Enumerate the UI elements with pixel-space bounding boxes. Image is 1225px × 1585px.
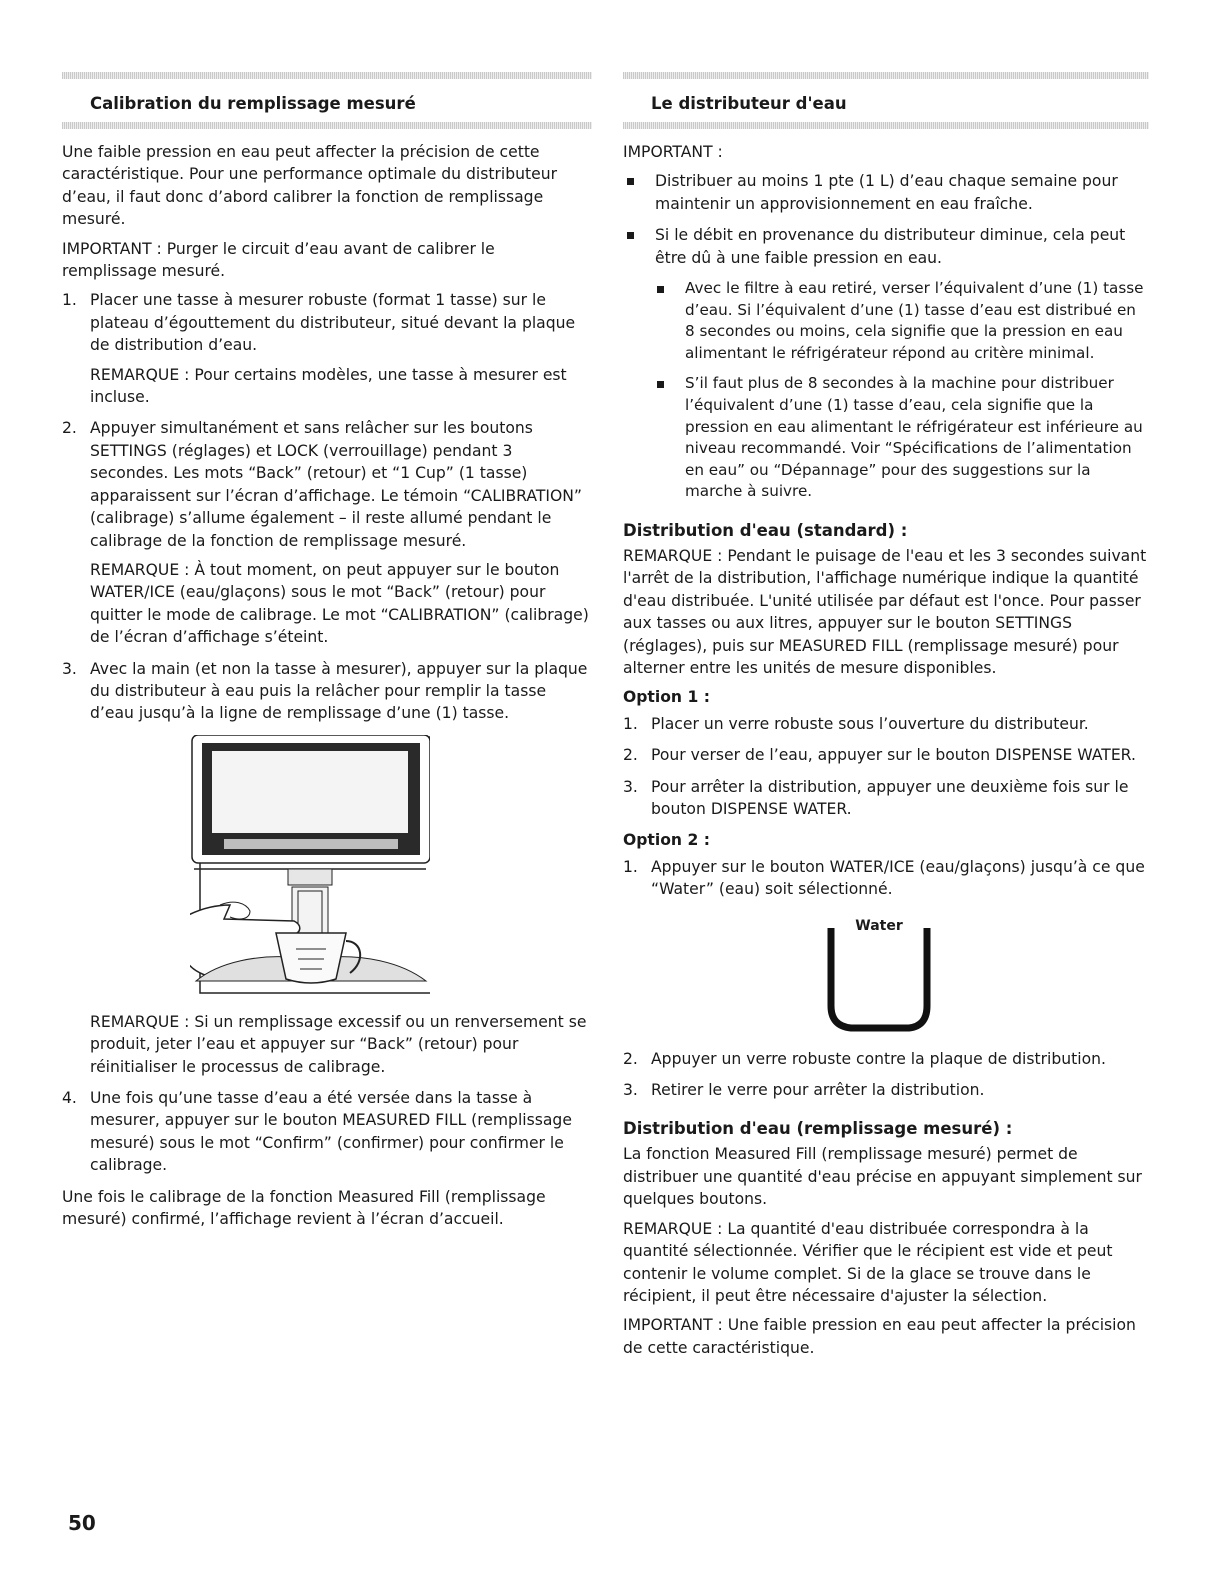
step-item [623,1048,1149,1070]
step-text: Appuyer un verre robuste contre la plaque de distribution. [651,1049,1106,1068]
left-column [62,72,592,1237]
step-note: REMARQUE : Pour certains modèles, une tasse à mesurer est incluse. [90,365,567,407]
step-number: 3. [623,777,638,796]
dispenser-drawing [190,735,430,997]
page-number: 50 [68,1511,96,1535]
step-text: Pour arrêter la distribution, appuyer une deuxième fois sur le bouton DISPENSE WATER. [651,777,1129,819]
step-number: 4. [62,1088,77,1107]
step-text: Une fois qu’une tasse d’eau a été versée dans la tasse à mesurer, appuyer sur le bouton MEASURED FILL (remplissage mesuré) sous le mot “Confirm” (confirmer) pour confirmer le calibrage. [90,1088,572,1175]
section-rule [62,122,592,129]
step-number: 3. [62,659,77,678]
step-item [62,289,592,408]
step-text: Retirer le verre pour arrêter la distribution. [651,1081,985,1100]
bullet-square-icon [657,381,664,388]
step-note: REMARQUE : Si un remplissage excessif ou un renversement se produit, jeter l’eau et appuyer sur “Back” (retour) pour réinitialiser le processus de calibrage. [90,1012,587,1076]
step-text: Placer un verre robuste sous l’ouverture du distributeur. [651,714,1089,733]
section-title: Le distributeur d'eau [651,94,847,113]
bullet-text: Si le débit en provenance du distributeur diminue, cela peut être dû à une faible pression en eau. [655,226,1126,267]
step-number: 1. [623,714,638,733]
bullet-item [623,170,1149,215]
important-paragraph: IMPORTANT : Purger le circuit d’eau avant de calibrer le remplissage mesuré. [62,239,495,281]
step-text: Appuyer sur le bouton WATER/ICE (eau/glaçons) jusqu’à ce que “Water” (eau) soit sélectionné. [651,857,1145,899]
note-paragraph: REMARQUE : Pendant le puisage de l'eau et les 3 secondes suivant l'arrêt de la distribution, l'affichage numérique indique la quantité d'eau distribuée. L'unité utilisée par défaut est l'once. Pour passer aux tasses ou aux litres, appuyer sur le bouton SETTINGS (réglages), puis sur MEASURED FILL (remplissage mesuré) pour alterner entre les unités de mesure disponibles. [623,546,1147,677]
step-number: 2. [623,746,638,765]
water-label: Water [855,917,903,934]
bullet-text: Distribuer au moins 1 pte (1 L) d’eau chaque semaine pour maintenir un approvisionnement en eau fraîche. [655,172,1118,213]
dispenser-illustration [90,735,592,997]
water-cup-illustration [623,910,1149,1040]
step-item [623,856,1149,901]
section-title: Calibration du remplissage mesuré [90,94,416,113]
intro-paragraph: La fonction Measured Fill (remplissage mesuré) permet de distribuer une quantité d'eau précise en appuyant simplement sur quelques boutons. [623,1145,1142,1209]
sub-bullet-item [623,373,1149,503]
option-title: Option 1 : [623,688,710,707]
step-item [62,658,592,1078]
section-rule [62,72,592,79]
sub-bullet-text: Avec le filtre à eau retiré, verser l’équivalent d’une (1) tasse d’eau. Si l’équivalent d’une (1) tasse d’eau est distribué en 8 secondes ou moins, cela signifie que la pression en eau alimentant le réfrigérateur répond au critère minimal. [685,279,1144,362]
step-note: REMARQUE : À tout moment, on peut appuyer sur le bouton WATER/ICE (eau/glaçons) sous le mot “Back” (retour) pour quitter le mode de calibrage. Le mot “CALIBRATION” (calibrage) de l’écran d’affichage s’éteint. [90,560,589,647]
bullet-square-icon [657,286,664,293]
sub-bullet-text: S’il faut plus de 8 secondes à la machine pour distribuer l’équivalent d’une (1) tasse d’eau, cela signifie que la pression en eau alimentant le réfrigérateur est inférieure au niveau recommandé. Voir “Spécifications de l’alimentation en eau” ou “Dépannage” pour des suggestions sur la marche à suivre. [685,374,1143,501]
step-text: Appuyer simultanément et sans relâcher sur les boutons SETTINGS (réglages) et LOCK (verrouillage) pendant 3 secondes. Les mots “Back” (retour) et “1 Cup” (1 tasse) apparaissent sur l’écran d’affichage. Le témoin “CALIBRATION” (calibrage) s’allume également – il reste allumé pendant le calibrage de la fonction de remplissage mesuré. [90,419,582,550]
right-column [623,72,1149,1366]
important-paragraph: IMPORTANT : Une faible pression en eau peut affecter la précision de cette caractéristique. [623,1316,1136,1357]
step-number: 2. [62,419,77,438]
option-title: Option 2 : [623,831,710,850]
step-number: 1. [62,291,77,310]
step-item [623,713,1149,735]
step-item [62,417,592,648]
note-paragraph: REMARQUE : La quantité d'eau distribuée correspondra à la quantité sélectionnée. Vérifier que le récipient est vide et peut contenir le volume complet. Si de la glace se trouve dans le récipient, il peut être nécessaire d'ajuster la sélection. [623,1219,1113,1305]
step-number: 1. [623,857,638,876]
step-item [62,1087,592,1177]
step-item [623,744,1149,766]
bullet-item [623,224,1149,269]
subsection-title: Distribution d'eau (remplissage mesuré) : [623,1119,1013,1139]
water-cup-icon [809,910,949,1040]
step-text: Placer une tasse à mesurer robuste (format 1 tasse) sur le plateau d’égouttement du distributeur, situé devant la plaque de distribution d’eau. [90,291,576,355]
step-text: Avec la main (et non la tasse à mesurer), appuyer sur la plaque du distributeur à eau puis la relâcher pour remplir la tasse d’eau jusqu’à la ligne de remplissage d’une (1) tasse. [90,659,588,723]
important-label: IMPORTANT : [623,143,723,161]
section-rule [623,122,1149,129]
step-number: 3. [623,1081,638,1100]
bullet-square-icon [627,178,634,185]
bullet-square-icon [627,232,634,239]
section-rule [623,72,1149,79]
step-text: Pour verser de l’eau, appuyer sur le bouton DISPENSE WATER. [651,746,1136,765]
outro-paragraph: Une fois le calibrage de la fonction Measured Fill (remplissage mesuré) confirmé, l’affichage revient à l’écran d’accueil. [62,1187,546,1228]
step-item [623,1079,1149,1101]
step-number: 2. [623,1049,638,1068]
subsection-title: Distribution d'eau (standard) : [623,520,908,540]
sub-bullet-item [623,278,1149,364]
intro-paragraph: Une faible pression en eau peut affecter la précision de cette caractéristique. Pour une performance optimale du distributeur d’eau, il faut donc d’abord calibrer la fonction de remplissage mesuré. [62,143,558,229]
step-item [623,776,1149,821]
